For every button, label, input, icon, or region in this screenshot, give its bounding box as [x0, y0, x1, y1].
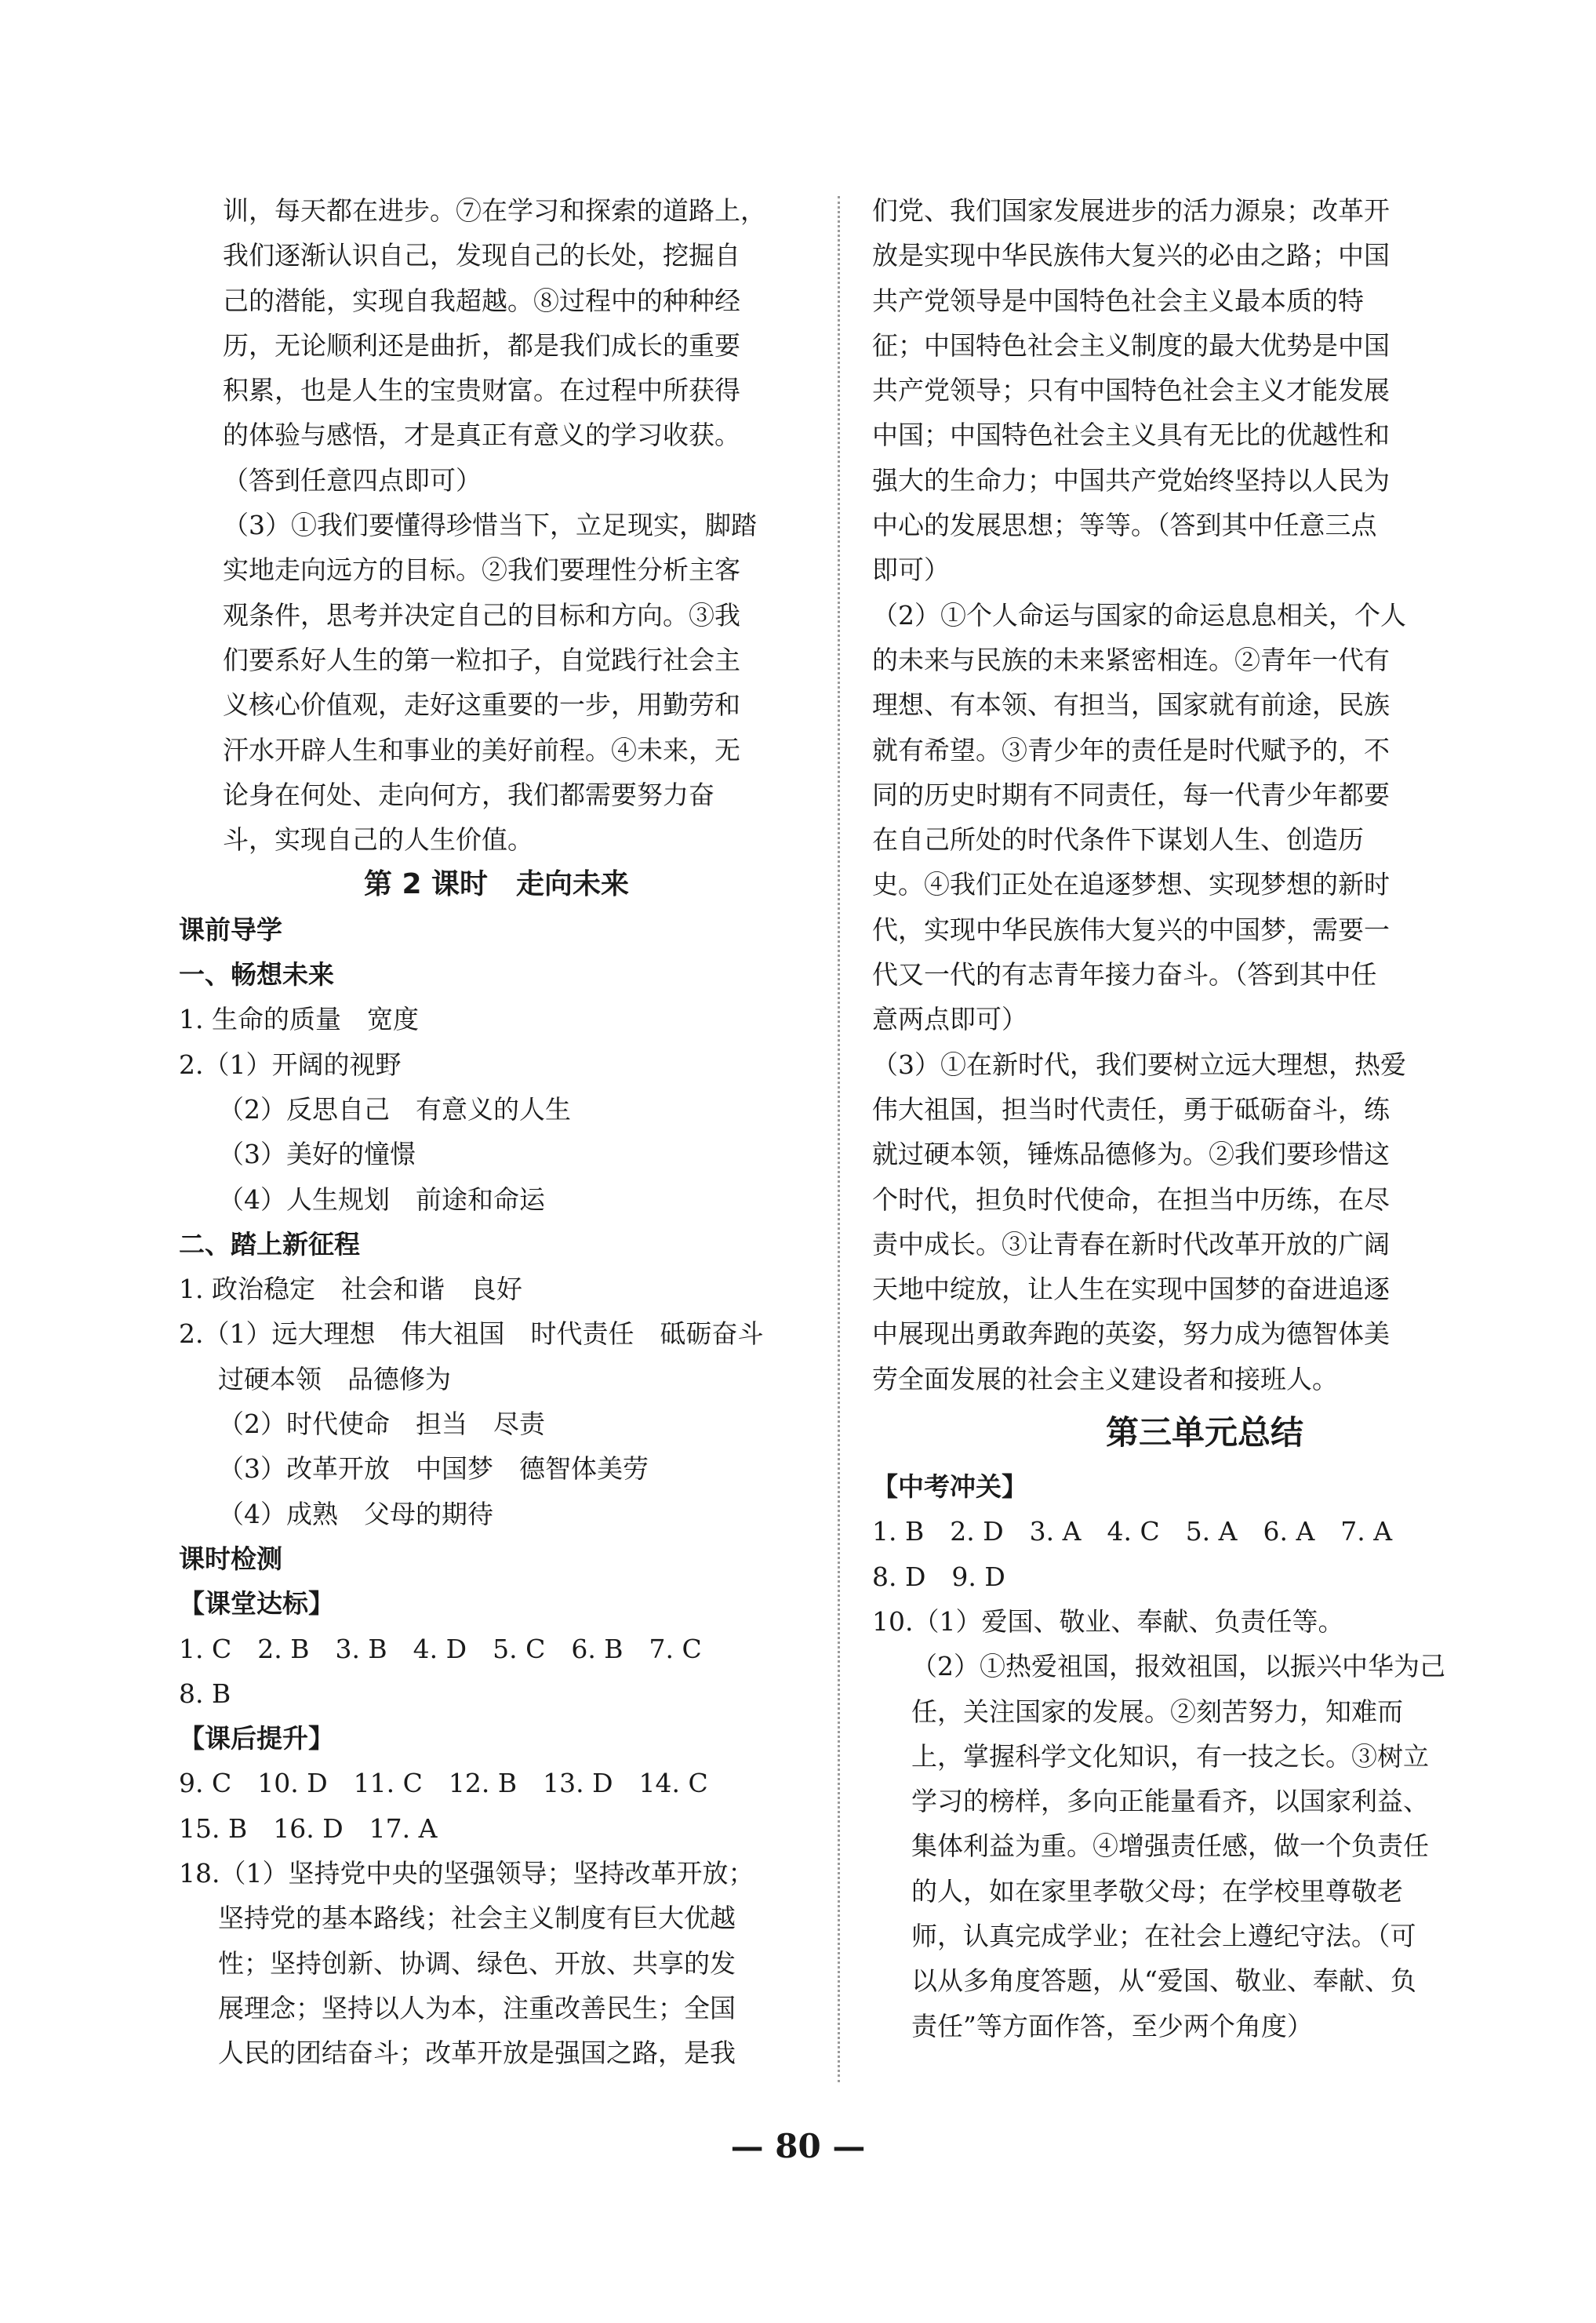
text-line: 己的潜能，实现自我超越。⑧过程中的种种经 [223, 285, 740, 316]
answer-line: 8. B [179, 1678, 231, 1709]
answer-line: 9. C 10. D 11. C 12. B 13. D 14. C [179, 1768, 708, 1799]
text-line: （4）人生规划 前途和命运 [218, 1183, 545, 1215]
text-line: 坚持党的基本路线；社会主义制度有巨大优越 [218, 1903, 736, 1934]
text-line: （2）①热爱祖国，报效祖国，以振兴中华为己 [911, 1651, 1445, 1682]
section-heading: 二、踏上新征程 [179, 1228, 360, 1260]
text-line: 展理念；坚持以人为本，注重改善民生；全国 [218, 1992, 736, 2023]
text-line: 以从多角度答题，从“爱国、敬业、奉献、负 [911, 1965, 1416, 1997]
section-heading: 【中考冲关】 [872, 1471, 1027, 1503]
text-line: 责任”等方面作答，至少两个角度） [911, 2010, 1313, 2041]
text-line: 的未来与民族的未来紧密相连。②青年一代有 [872, 644, 1390, 675]
text-line: 就过硬本领，锤炼品德修为。②我们要珍惜这 [872, 1139, 1390, 1170]
text-line: 强大的生命力；中国共产党始终坚持以人民为 [872, 464, 1390, 496]
text-line: 伟大祖国，担当时代责任，勇于砥砺奋斗，练 [872, 1093, 1390, 1125]
text-line: 就有希望。③青少年的责任是时代赋予的，不 [872, 734, 1390, 765]
text-line: 天地中绽放，让人生在实现中国梦的奋进追逐 [872, 1274, 1390, 1305]
text-line: （2）①个人命运与国家的命运息息相关，个人 [872, 599, 1406, 631]
text-line: （3）改革开放 中国梦 德智体美劳 [218, 1453, 649, 1485]
text-line: 2.（1）开阔的视野 [179, 1049, 402, 1080]
text-line: 中心的发展思想；等等。（答到其中任意三点 [872, 510, 1377, 541]
text-line: （3）①我们要懂得珍惜当下，立足现实，脚踏 [223, 510, 757, 541]
text-line: 过硬本领 品德修为 [218, 1363, 451, 1394]
text-line: 人民的团结奋斗；改革开放是强国之路，是我 [218, 2038, 736, 2069]
unit-summary-title: 第三单元总结 [1105, 1413, 1303, 1452]
text-line: 理想、有本领、有担当，国家就有前途，民族 [872, 689, 1390, 721]
text-line: 义核心价值观，走好这重要的一步，用勤劳和 [223, 689, 740, 721]
text-line: 论身在何处、走向何方，我们都需要努力奋 [223, 779, 714, 810]
section-heading: 课时检测 [179, 1543, 282, 1574]
section-heading: 【课后提升】 [179, 1723, 334, 1754]
right-column [872, 188, 1537, 2049]
text-line: 实地走向远方的目标。②我们要理性分析主客 [223, 554, 740, 586]
text-line: 斗，实现自己的人生价值。 [223, 824, 533, 856]
text-line: 训，每天都在进步。⑦在学习和探索的道路上， [223, 195, 766, 226]
text-line: 意两点即可） [872, 1004, 1027, 1035]
section-heading: 【课堂达标】 [179, 1588, 334, 1620]
text-line: 放是实现中华民族伟大复兴的必由之路；中国 [872, 240, 1390, 271]
text-line: 汗水开辟人生和事业的美好前程。④未来，无 [223, 734, 740, 765]
text-line: 代又一代的有志青年接力奋斗。（答到其中任 [872, 959, 1377, 991]
text-line: 任，关注国家的发展。②刻苦努力，知难而 [911, 1696, 1403, 1727]
text-line: 10.（1）爱国、敬业、奉献、负责任等。 [872, 1605, 1344, 1637]
text-line: 责中成长。③让青春在新时代改革开放的广阔 [872, 1228, 1390, 1260]
section-heading: 一、畅想未来 [179, 959, 334, 991]
lesson-title: 第 2 课时 走向未来 [363, 868, 630, 901]
text-line: 即可） [872, 554, 950, 586]
answer-line: 8. D 9. D [872, 1561, 1005, 1592]
text-line: 积累，也是人生的宝贵财富。在过程中所获得 [223, 375, 740, 406]
text-line: 们党、我们国家发展进步的活力源泉；改革开 [872, 195, 1390, 226]
text-line: （2）反思自己 有意义的人生 [218, 1093, 571, 1125]
text-line: 个时代，担负时代使命，在担当中历练，在尽 [872, 1183, 1390, 1215]
text-line: 上，掌握科学文化知识，有一技之长。③树立 [911, 1740, 1429, 1772]
answer-line: 1. C 2. B 3. B 4. D 5. C 6. B 7. C [179, 1633, 702, 1664]
text-line: 师，认真完成学业；在社会上遵纪守法。（可 [911, 1920, 1416, 1951]
text-line: 中国；中国特色社会主义具有无比的优越性和 [872, 420, 1390, 451]
text-line: 劳全面发展的社会主义建设者和接班人。 [872, 1363, 1338, 1394]
section-heading: 课前导学 [179, 914, 282, 945]
text-line: （答到任意四点即可） [223, 464, 482, 496]
text-line: 中展现出勇敢奔跑的英姿，努力成为德智体美 [872, 1318, 1390, 1350]
text-line: （2）时代使命 担当 尽责 [218, 1409, 545, 1440]
text-line: 观条件，思考并决定自己的目标和方向。③我 [223, 599, 740, 631]
text-line: 1. 生命的质量 宽度 [179, 1004, 419, 1035]
text-line: 共产党领导；只有中国特色社会主义才能发展 [872, 375, 1390, 406]
text-line: 代，实现中华民族伟大复兴的中国梦，需要一 [872, 914, 1390, 945]
text-line: 历，无论顺利还是曲折，都是我们成长的重要 [223, 329, 740, 361]
text-line: 在自己所处的时代条件下谋划人生、创造历 [872, 824, 1364, 856]
left-column [179, 188, 814, 2075]
text-line: 们要系好人生的第一粒扣子，自觉践行社会主 [223, 644, 740, 675]
text-line: （4）成熟 父母的期待 [218, 1498, 493, 1529]
text-line: 18.（1）坚持党中央的坚强领导；坚持改革开放； [179, 1857, 754, 1889]
text-line: （3）①在新时代，我们要树立远大理想，热爱 [872, 1049, 1406, 1080]
text-line: 我们逐渐认识自己，发现自己的长处，挖掘自 [223, 240, 740, 271]
text-line: 共产党领导是中国特色社会主义最本质的特 [872, 285, 1364, 316]
text-line: 的人，如在家里孝敬父母；在学校里尊敬老 [911, 1875, 1403, 1907]
answer-line: 15. B 16. D 17. A [179, 1812, 438, 1844]
text-line: 集体利益为重。④增强责任感，做一个负责任 [911, 1830, 1429, 1862]
text-line: 征；中国特色社会主义制度的最大优势是中国 [872, 329, 1390, 361]
text-line: 性；坚持创新、协调、绿色、开放、共享的发 [218, 1947, 736, 1979]
text-line: 1. 政治稳定 社会和谐 良好 [179, 1274, 522, 1305]
text-line: 学习的榜样，多向正能量看齐，以国家利益、 [911, 1786, 1429, 1817]
column-divider [838, 196, 840, 2082]
text-line: （3）美好的憧憬 [218, 1139, 416, 1170]
text-line: 2.（1）远大理想 伟大祖国 时代责任 砥砺奋斗 [179, 1318, 764, 1350]
text-line: 同的历史时期有不同责任，每一代青少年都要 [872, 779, 1390, 810]
page-number: — 80 — [730, 2127, 866, 2165]
text-line: 史。④我们正处在追逐梦想、实现梦想的新时 [872, 869, 1390, 900]
answer-line: 1. B 2. D 3. A 4. C 5. A 6. A 7. A [872, 1516, 1393, 1547]
text-line: 的体验与感悟，才是真正有意义的学习收获。 [223, 420, 740, 451]
